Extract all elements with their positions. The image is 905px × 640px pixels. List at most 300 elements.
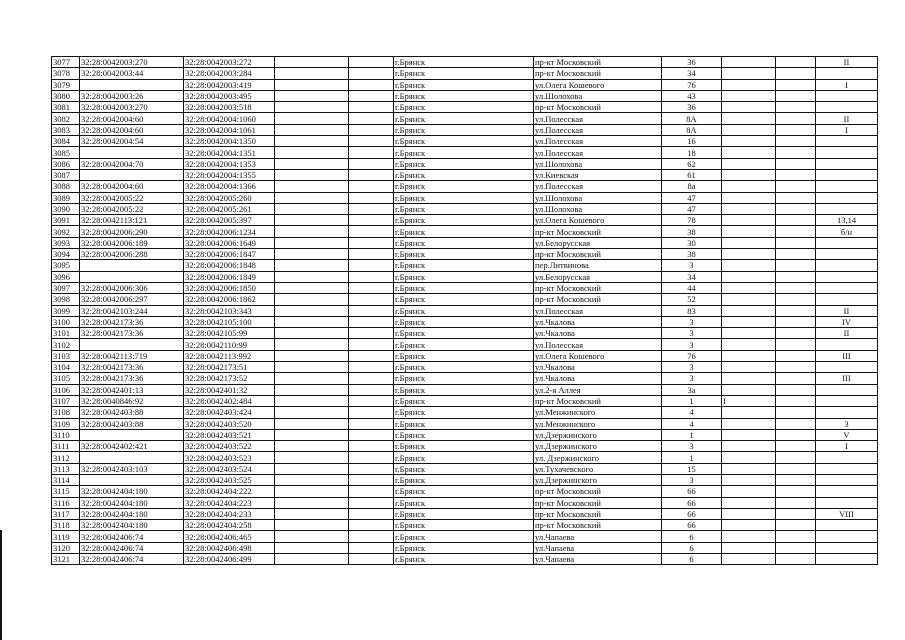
street-cell: ул.Полесская [534,113,662,124]
row-number-cell: 3113 [52,463,80,474]
premises-number-cell [816,531,878,542]
cadastral-number-cell: 32:28:0042006:1850 [184,282,275,293]
parent-cadastral-cell: 32:28:0042006:290 [80,226,184,237]
registry-table-body [52,57,878,565]
building-cell [722,508,776,519]
table-row [52,339,878,350]
row-number-cell: 3103 [52,350,80,361]
premises-number-cell [816,294,878,305]
cadastral-number-cell: 32:28:0042006:1848 [184,260,275,271]
parent-cadastral-cell [80,271,184,282]
building-cell [722,373,776,384]
empty-cell [275,147,349,158]
row-number-cell: 3091 [52,215,80,226]
premises-number-cell [816,192,878,203]
empty-cell [349,520,394,531]
empty-cell [349,271,394,282]
building-cell [722,90,776,101]
city-cell: г.Брянск [394,203,534,214]
parent-cadastral-cell [80,260,184,271]
empty-cell [776,237,816,248]
premises-number-cell: IV [816,316,878,327]
city-cell: г.Брянск [394,181,534,192]
empty-cell [349,554,394,565]
parent-cadastral-cell [80,452,184,463]
empty-cell [776,474,816,485]
city-cell: г.Брянск [394,124,534,135]
table-row [52,520,878,531]
premises-number-cell [816,203,878,214]
empty-cell [275,350,349,361]
empty-cell [275,181,349,192]
parent-cadastral-cell: 32:28:0042406:74 [80,531,184,542]
street-cell: ул.2-я Аллея [534,384,662,395]
premises-number-cell [816,147,878,158]
parent-cadastral-cell [80,474,184,485]
city-cell: г.Брянск [394,486,534,497]
row-number-cell: 3078 [52,68,80,79]
premises-number-cell [816,68,878,79]
row-number-cell: 3116 [52,497,80,508]
table-row [52,441,878,452]
empty-cell [349,181,394,192]
empty-cell [275,192,349,203]
building-cell [722,316,776,327]
parent-cadastral-cell: 32:28:0042404:180 [80,520,184,531]
building-cell [722,57,776,68]
table-row [52,531,878,542]
street-cell: ул.Шолохова [534,90,662,101]
city-cell: г.Брянск [394,271,534,282]
building-cell [722,181,776,192]
building-cell [722,158,776,169]
premises-number-cell [816,90,878,101]
empty-cell [776,542,816,553]
row-number-cell: 3082 [52,113,80,124]
row-number-cell: 3096 [52,271,80,282]
table-row [52,79,878,90]
city-cell: г.Брянск [394,305,534,316]
row-number-cell: 3108 [52,407,80,418]
cadastral-number-cell: 32:28:0042173:51 [184,362,275,373]
house-number-cell: 61 [662,169,722,180]
row-number-cell: 3086 [52,158,80,169]
cadastral-number-cell: 32:28:0042401:32 [184,384,275,395]
row-number-cell: 3098 [52,294,80,305]
table-row [52,362,878,373]
parent-cadastral-cell: 32:28:0042113:121 [80,215,184,226]
table-row [52,169,878,180]
street-cell: пр-кт Московский [534,249,662,260]
empty-cell [776,520,816,531]
street-cell: ул.Олега Кошевого [534,79,662,90]
street-cell: пр-кт Московский [534,226,662,237]
empty-cell [349,282,394,293]
empty-cell [275,294,349,305]
empty-cell [776,508,816,519]
row-number-cell: 3115 [52,486,80,497]
cadastral-number-cell: 32:28:0042113:992 [184,350,275,361]
table-row [52,418,878,429]
city-cell: г.Брянск [394,192,534,203]
table-row [52,497,878,508]
city-cell: г.Брянск [394,90,534,101]
building-cell [722,531,776,542]
street-cell: пр-кт Московский [534,294,662,305]
street-cell: пр-кт Московский [534,520,662,531]
table-row [52,249,878,260]
empty-cell [275,486,349,497]
street-cell: пр-кт Московский [534,282,662,293]
empty-cell [275,113,349,124]
parent-cadastral-cell: 32:28:0042406:74 [80,554,184,565]
house-number-cell: 66 [662,520,722,531]
city-cell: г.Брянск [394,215,534,226]
empty-cell [349,497,394,508]
building-cell [722,542,776,553]
house-number-cell: 1 [662,395,722,406]
empty-cell [275,237,349,248]
house-number-cell: 4 [662,407,722,418]
empty-cell [776,418,816,429]
empty-cell [349,463,394,474]
street-cell: ул.Киевская [534,169,662,180]
table-row [52,384,878,395]
row-number-cell: 3088 [52,181,80,192]
empty-cell [275,362,349,373]
premises-number-cell [816,497,878,508]
parent-cadastral-cell: 32:28:0042404:180 [80,486,184,497]
parent-cadastral-cell [80,429,184,440]
house-number-cell: 62 [662,158,722,169]
empty-cell [275,339,349,350]
empty-cell [349,90,394,101]
cadastral-number-cell: 32:28:0042004:1350 [184,136,275,147]
building-cell [722,169,776,180]
empty-cell [275,463,349,474]
empty-cell [349,294,394,305]
premises-number-cell: б/н [816,226,878,237]
house-number-cell: 38 [662,249,722,260]
empty-cell [349,373,394,384]
building-cell [722,554,776,565]
cadastral-number-cell: 32:28:0042003:272 [184,57,275,68]
empty-cell [349,328,394,339]
empty-cell [275,407,349,418]
house-number-cell: 76 [662,79,722,90]
building-cell [722,474,776,485]
empty-cell [349,429,394,440]
city-cell: г.Брянск [394,441,534,452]
empty-cell [349,474,394,485]
cadastral-number-cell: 32:28:0042406:498 [184,542,275,553]
street-cell: пр-кт Московский [534,395,662,406]
street-cell: ул.Дзержинского [534,429,662,440]
house-number-cell: 43 [662,90,722,101]
building-cell [722,384,776,395]
empty-cell [776,124,816,135]
premises-number-cell [816,463,878,474]
parent-cadastral-cell: 32:28:0042403:88 [80,407,184,418]
row-number-cell: 3092 [52,226,80,237]
empty-cell [776,328,816,339]
cadastral-number-cell: 32:28:0042004:1355 [184,169,275,180]
empty-cell [349,441,394,452]
parent-cadastral-cell: 32:28:0042401:13 [80,384,184,395]
row-number-cell: 3077 [52,57,80,68]
house-number-cell: 18 [662,147,722,158]
empty-cell [275,79,349,90]
empty-cell [349,316,394,327]
row-number-cell: 3119 [52,531,80,542]
street-cell: пр-кт Московский [534,497,662,508]
parent-cadastral-cell: 32:28:0042404:180 [80,508,184,519]
building-cell [722,136,776,147]
building-cell [722,68,776,79]
table-row [52,542,878,553]
house-number-cell: 3 [662,441,722,452]
cadastral-number-cell: 32:28:0042403:525 [184,474,275,485]
empty-cell [275,441,349,452]
parent-cadastral-cell: 32:28:0042113:719 [80,350,184,361]
cadastral-number-cell: 32:28:0042005:397 [184,215,275,226]
house-number-cell: 47 [662,192,722,203]
empty-cell [275,57,349,68]
table-row [52,508,878,519]
empty-cell [776,395,816,406]
premises-number-cell [816,452,878,463]
city-cell: г.Брянск [394,463,534,474]
cadastral-number-cell: 32:28:0042005:260 [184,192,275,203]
building-cell [722,441,776,452]
empty-cell [275,305,349,316]
empty-cell [275,226,349,237]
empty-cell [776,429,816,440]
table-row [52,407,878,418]
empty-cell [776,271,816,282]
parent-cadastral-cell: 32:28:0042003:270 [80,57,184,68]
empty-cell [275,215,349,226]
building-cell [722,452,776,463]
empty-cell [776,147,816,158]
house-number-cell: 66 [662,497,722,508]
empty-cell [349,113,394,124]
empty-cell [275,520,349,531]
cadastral-number-cell: 32:28:0042403:524 [184,463,275,474]
row-number-cell: 3090 [52,203,80,214]
empty-cell [275,554,349,565]
table-row [52,113,878,124]
row-number-cell: 3080 [52,90,80,101]
house-number-cell: 3 [662,328,722,339]
house-number-cell: 3а [662,384,722,395]
premises-number-cell [816,474,878,485]
empty-cell [776,316,816,327]
table-row [52,474,878,485]
house-number-cell: 4 [662,418,722,429]
building-cell [722,249,776,260]
parent-cadastral-cell: 32:28:0042004:60 [80,181,184,192]
table-row [52,554,878,565]
street-cell: пр-кт Московский [534,57,662,68]
parent-cadastral-cell [80,339,184,350]
empty-cell [349,136,394,147]
empty-cell [349,215,394,226]
building-cell [722,271,776,282]
city-cell: г.Брянск [394,237,534,248]
empty-cell [349,384,394,395]
empty-cell [275,282,349,293]
cadastral-number-cell: 32:28:0042006:1234 [184,226,275,237]
empty-cell [275,158,349,169]
property-registry-table [51,56,878,565]
city-cell: г.Брянск [394,328,534,339]
parent-cadastral-cell [80,147,184,158]
house-number-cell: 3 [662,362,722,373]
premises-number-cell [816,237,878,248]
table-row [52,215,878,226]
parent-cadastral-cell [80,79,184,90]
table-row [52,282,878,293]
parent-cadastral-cell: 32:28:0042403:103 [80,463,184,474]
empty-cell [349,531,394,542]
empty-cell [349,339,394,350]
empty-cell [776,136,816,147]
street-cell: ул.Полесская [534,147,662,158]
building-cell [722,463,776,474]
parent-cadastral-cell: 32:28:0042404:180 [80,497,184,508]
table-row [52,147,878,158]
empty-cell [776,407,816,418]
empty-cell [349,192,394,203]
city-cell: г.Брянск [394,542,534,553]
building-cell [722,350,776,361]
house-number-cell: 6 [662,531,722,542]
cadastral-number-cell: 32:28:0042404:233 [184,508,275,519]
empty-cell [275,384,349,395]
building-cell [722,215,776,226]
table-row [52,486,878,497]
empty-cell [349,158,394,169]
house-number-cell: 38 [662,226,722,237]
premises-number-cell: II [816,328,878,339]
empty-cell [275,328,349,339]
premises-number-cell: II [816,305,878,316]
empty-cell [349,57,394,68]
street-cell: ул.Чкалова [534,373,662,384]
empty-cell [275,260,349,271]
city-cell: г.Брянск [394,520,534,531]
table-row [52,90,878,101]
parent-cadastral-cell: 32:28:0042003:270 [80,102,184,113]
empty-cell [349,249,394,260]
city-cell: г.Брянск [394,508,534,519]
table-row [52,192,878,203]
cadastral-number-cell: 32:28:0042004:1366 [184,181,275,192]
empty-cell [349,305,394,316]
city-cell: г.Брянск [394,474,534,485]
house-number-cell: 66 [662,508,722,519]
empty-cell [349,226,394,237]
empty-cell [776,68,816,79]
city-cell: г.Брянск [394,384,534,395]
premises-number-cell: II [816,113,878,124]
empty-cell [349,147,394,158]
house-number-cell: 15 [662,463,722,474]
parent-cadastral-cell: 32:28:0042006:288 [80,249,184,260]
street-cell: ул.Чапаева [534,554,662,565]
building-cell: I [722,395,776,406]
street-cell: ул.Полесская [534,136,662,147]
premises-number-cell: 13,14 [816,215,878,226]
empty-cell [349,124,394,135]
empty-cell [275,474,349,485]
empty-cell [776,452,816,463]
empty-cell [349,203,394,214]
table-row [52,271,878,282]
row-number-cell: 3089 [52,192,80,203]
empty-cell [275,136,349,147]
cadastral-number-cell: 32:28:0042003:284 [184,68,275,79]
city-cell: г.Брянск [394,362,534,373]
premises-number-cell [816,181,878,192]
row-number-cell: 3093 [52,237,80,248]
street-cell: ул.Полесская [534,124,662,135]
city-cell: г.Брянск [394,169,534,180]
scan-edge-mark [0,530,2,640]
row-number-cell: 3114 [52,474,80,485]
building-cell [722,79,776,90]
building-cell [722,226,776,237]
table-row [52,237,878,248]
house-number-cell: 8а [662,181,722,192]
cadastral-number-cell: 32:28:0042406:499 [184,554,275,565]
building-cell [722,113,776,124]
building-cell [722,418,776,429]
building-cell [722,328,776,339]
building-cell [722,147,776,158]
street-cell: ул.Тухачевского [534,463,662,474]
city-cell: г.Брянск [394,497,534,508]
empty-cell [275,418,349,429]
table-row [52,316,878,327]
building-cell [722,429,776,440]
empty-cell [275,203,349,214]
street-cell: ул.Чкалова [534,328,662,339]
city-cell: г.Брянск [394,373,534,384]
table-row [52,57,878,68]
building-cell [722,339,776,350]
empty-cell [776,531,816,542]
building-cell [722,237,776,248]
premises-number-cell [816,282,878,293]
premises-number-cell [816,384,878,395]
premises-number-cell [816,542,878,553]
empty-cell [776,554,816,565]
cadastral-number-cell: 32:28:0042110:99 [184,339,275,350]
empty-cell [349,260,394,271]
city-cell: г.Брянск [394,554,534,565]
empty-cell [275,531,349,542]
empty-cell [776,79,816,90]
row-number-cell: 3117 [52,508,80,519]
empty-cell [776,260,816,271]
empty-cell [776,158,816,169]
table-row [52,226,878,237]
city-cell: г.Брянск [394,418,534,429]
city-cell: г.Брянск [394,339,534,350]
empty-cell [776,203,816,214]
